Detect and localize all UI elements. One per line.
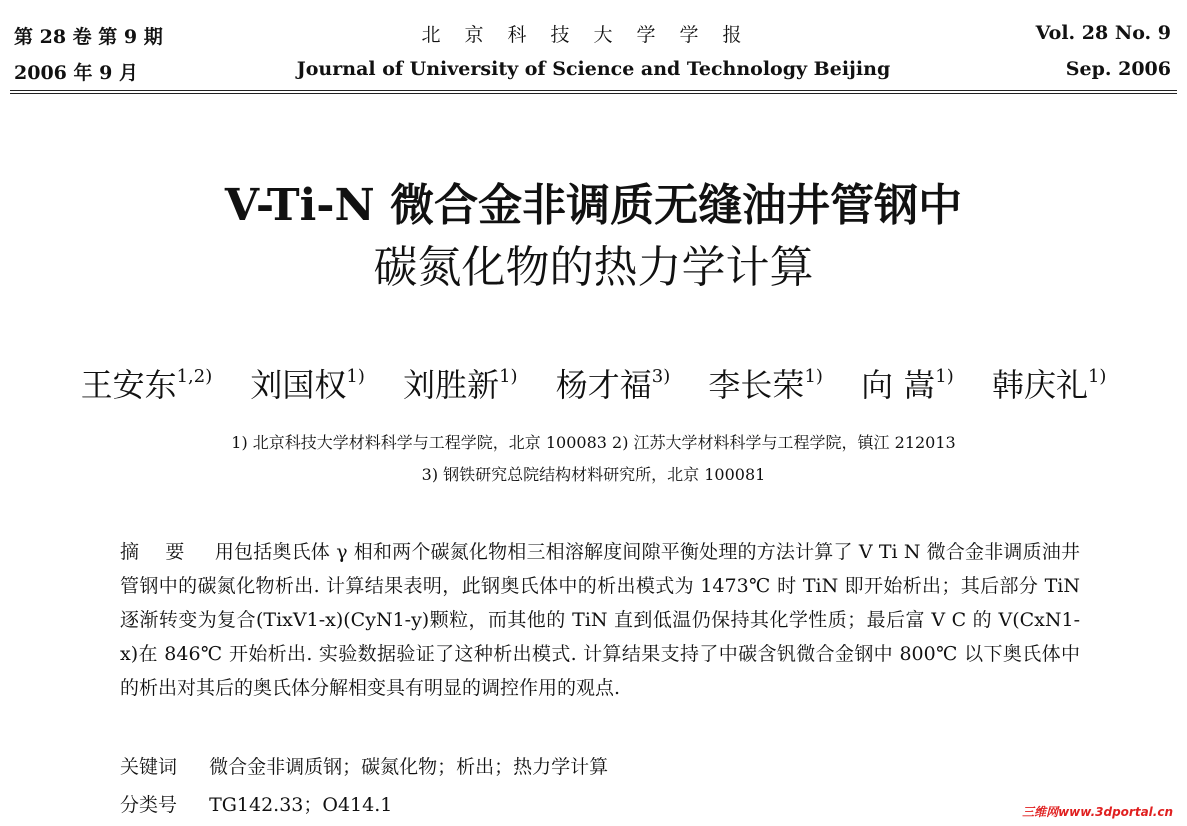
classification-text: TG142.33；O414.1 [209,794,393,816]
classification [120,790,392,817]
header-rule-bottom [10,93,1177,94]
keywords-text: 微合金非调质钢；碳氮化物；析出；热力学计算 [209,756,609,778]
author: 刘国权$^{1)}$ [250,366,365,404]
abstract-label: 摘 要 [120,541,195,563]
journal-name-cn: 北京科技大学学报 [421,24,766,46]
date-cn: 2006 年 9 月 [14,62,138,84]
author: 韩庆礼$^{1)}$ [991,366,1107,404]
keywords-label: 关键词 [120,756,178,778]
paper-title-line-1: V-Ti-N 微合金非调质无缝油井管钢中 [224,180,963,231]
keywords [120,752,608,779]
author-list [0,360,1187,406]
abstract [120,535,1080,705]
affiliation-line-2: 3) 钢铁研究总院结构材料研究所，北京 100081 [421,465,766,484]
abstract-text: 用包括奥氏体 γ 相和两个碳氮化物相三相溶解度间隙平衡处理的方法计算了 V Ti N 微合金非调质油井管钢中的碳氮化物析出. 计算结果表明，此钢奥氏体中的析出模式为 1473℃ 时 TiN 即开始析出；其后部分 TiN 逐渐转变为复合(TixV1-x)(CyN1-y)颗粒，而其他的 TiN 直到低温仍保持其化学性质；最后富 V C 的 V(CxN1-x)在 846℃ 开始析出. 实验数据验证了这种析出模式. 计算结果支持了中碳含钒微合金钢中 800℃ 以下奥氏体中的析出对其后的奥氏体分解相变具有明显的调控作用的观点. [120,541,1080,699]
author: 李长荣$^{1)}$ [708,366,823,404]
journal-name-en: Journal of University of Science and Technology Beijing [296,58,891,80]
author: 王安东$^{1,2)}$ [80,366,213,404]
author: 向 嵩$^{1)}$ [861,366,954,404]
author: 刘胜新$^{1)}$ [403,366,518,404]
date-en: Sep. 2006 [1065,58,1171,80]
affiliation-line-1: 1) 北京科技大学材料科学与工程学院，北京 100083 2) 江苏大学材料科学与工程学院，镇江 212013 [231,433,956,452]
paper-title-line-2: 碳氮化物的热力学计算 [373,242,814,293]
header-rule-top [10,90,1177,91]
volume-issue-en: Vol. 28 No. 9 [1035,22,1171,44]
volume-issue-cn: 第 28 卷 第 9 期 [14,26,163,48]
classification-label: 分类号 [120,794,178,816]
watermark: 三维网www.3dportal.cn [1022,805,1173,819]
author: 杨才福$^{3)}$ [555,366,671,404]
